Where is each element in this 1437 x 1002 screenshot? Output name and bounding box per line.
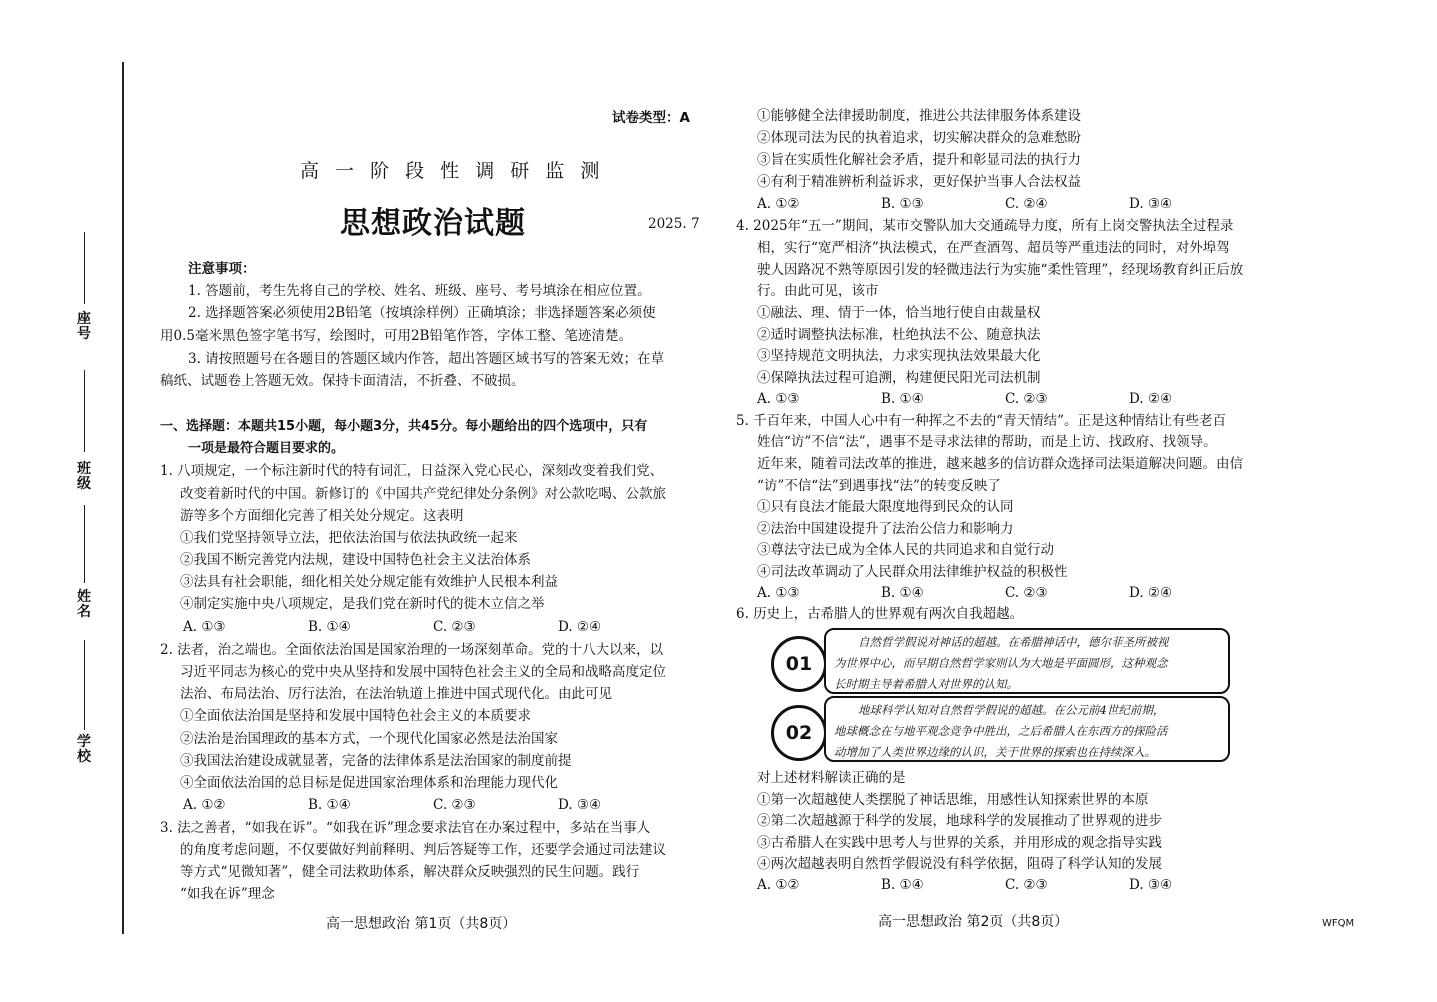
q4-stem-4: 行。由此可见，该市 [757, 283, 879, 299]
q6-statement-2: ②第二次超越源于科学的发展，地球科学的发展推动了世界观的进步 [757, 813, 1162, 829]
q2-statement-3: ③我国法治建设成就显著，完备的法律体系是法治国家的制度前提 [180, 753, 572, 769]
q5-statement-4: ④司法改革调动了人民群众用法律维护权益的积极性 [757, 564, 1068, 580]
page-title: 思想政治试题 [340, 206, 526, 241]
q5-statement-2: ②法治中国建设提升了法治公信力和影响力 [757, 521, 1014, 537]
box2-line-2: 地球概念在与地平观念竞争中胜出，之后希腊人在东西方的探险活 [834, 724, 1168, 738]
q4-statement-3: ③坚持规范文明执法，力求实现执法效果最大化 [757, 348, 1041, 364]
q2-statement-4: ④全面依法治国的总目标是促进国家治理体系和治理能力现代化 [180, 775, 558, 791]
q3-statement-4: ④有利于精准辨析利益诉求，更好保护当事人合法权益 [757, 174, 1081, 190]
q4-option-b[interactable]: B. ①④ [881, 391, 924, 407]
note-1: 1. 答题前，考生先将自己的学校、姓名、班级、座号、考号填涂在相应位置。 [188, 283, 651, 299]
q3-option-c[interactable]: C. ②④ [1005, 196, 1048, 212]
seat-blank [84, 232, 85, 304]
q2-stem-3: 法治、布局法治、厉行法治，在法治轨道上推进中国式现代化。由此可见 [180, 686, 612, 702]
q6-option-a[interactable]: A. ①② [757, 877, 800, 893]
q6-stem: 6. 历史上，古希腊人的世界观有两次自我超越。 [736, 606, 1024, 622]
q2-statement-2: ②法治是治国理政的基本方式，一个现代化国家必然是法治国家 [180, 731, 558, 747]
q5-statement-1: ①只有良法才能最大限度地得到民众的认同 [757, 499, 1014, 515]
name-blank [84, 505, 85, 583]
q5-option-a[interactable]: A. ①③ [757, 585, 800, 601]
section-heading-2: 一项是最符合题目要求的。 [188, 441, 345, 456]
note-2b: 用0.5毫米黑色签字笔书写，绘图时，可用2B铅笔作答，字体工整、笔迹清楚。 [160, 328, 632, 344]
q5-statement-3: ③尊法守法已成为全体人民的共同追求和自觉行动 [757, 542, 1054, 558]
q2-stem-1: 2. 法者，治之端也。全面依法治国是国家治理的一场深刻革命。党的十八大以来，以 [160, 642, 664, 658]
binding-line [122, 62, 124, 934]
box2-line-1: 地球科学认知对自然哲学假说的超越。在公元前4世纪前期， [858, 703, 1165, 717]
q3-stem-3: 等方式“见微知著”，健全司法救助体系，解决群众反映强烈的民生问题。践行 [180, 864, 640, 880]
q6-question: 对上述材料解读正确的是 [757, 770, 906, 786]
q3-statement-3: ③旨在实质性化解社会矛盾，提升和彰显司法的执行力 [757, 152, 1081, 168]
q4-stem-3: 驶人因路况不熟等原因引发的轻微违法行为实施“柔性管理”，经现场教育纠正后放 [757, 262, 1244, 278]
page-footer-2: 高一思想政治 第2页（共8页） [878, 914, 1069, 930]
side-label-seat: 座号 [77, 311, 91, 342]
q4-option-d[interactable]: D. ②④ [1129, 391, 1173, 407]
q6-statement-4: ④两次超越表明自然哲学假说没有科学依据，阻碍了科学认知的发展 [757, 856, 1162, 872]
q3-option-a[interactable]: A. ①② [757, 196, 800, 212]
q1-options [183, 617, 683, 638]
exam-subtitle: 高 一 阶 段 性 调 研 监 测 [300, 160, 605, 182]
q5-stem-2: 姓信“访”不信“法”，遇事不是寻求法律的帮助，而是上访、找政府、找领导。 [757, 434, 1217, 450]
class-blank [84, 370, 85, 452]
material-box-1 [824, 628, 1230, 694]
box1-line-3: 长时期主导着希腊人对世界的认知。 [834, 677, 1018, 691]
q4-statement-1: ①融法、理、情于一体，恰当地行使自由裁量权 [757, 305, 1041, 321]
side-label-school: 学校 [77, 734, 91, 765]
school-blank [84, 640, 85, 730]
q2-option-c[interactable]: C. ②③ [433, 797, 476, 813]
q6-options [757, 875, 1253, 896]
q1-stem-3: 游等多个方面细化完善了相关处分规定。这表明 [180, 508, 464, 524]
q5-stem-4: “访”不信“法”到遇事找“法”的转变反映了 [757, 478, 1001, 494]
note-3b: 稿纸、试题卷上答题无效。保持卡面清洁，不折叠、不破损。 [160, 373, 525, 389]
q4-stem-1: 4. 2025年“五一”期间，某市交警队加大交通疏导力度，所有上岗交警执法全过程录 [736, 218, 1234, 234]
note-2a: 2. 选择题答案必须使用2B铅笔（按填涂样例）正确填涂；非选择题答案必须使 [188, 305, 656, 321]
q3-statement-2: ②体现司法为民的执着追求，切实解决群众的急难愁盼 [757, 130, 1081, 146]
q6-option-c[interactable]: C. ②③ [1005, 877, 1048, 893]
page-code: WFQM [1322, 918, 1355, 929]
q4-statement-4: ④保障执法过程可追溯，构建便民阳光司法机制 [757, 370, 1041, 386]
q4-statement-2: ②适时调整执法标准，杜绝执法不公、随意执法 [757, 327, 1041, 343]
side-label-name: 姓名 [77, 589, 91, 620]
badge-02: 02 [771, 705, 827, 761]
q2-options [183, 795, 683, 816]
box1-line-1: 自然哲学假说对神话的超越。在希腊神话中，德尔菲圣所被视 [858, 635, 1169, 649]
q4-option-a[interactable]: A. ①③ [757, 391, 800, 407]
q1-statement-4: ④制定实施中央八项规定，是我们党在新时代的徙木立信之举 [180, 596, 545, 612]
q3-statement-1: ①能够健全法律援助制度，推进公共法律服务体系建设 [757, 108, 1081, 124]
q3-stem-2: 的角度考虑问题，不仅要做好判前释明、判后答疑等工作，还要学会通过司法建议 [180, 842, 666, 858]
q1-option-d[interactable]: D. ②④ [558, 619, 602, 635]
q1-stem-2: 改变着新时代的中国。新修订的《中国共产党纪律处分条例》对公款吃喝、公款旅 [180, 486, 666, 502]
q2-statement-1: ①全面依法治国是坚持和发展中国特色社会主义的本质要求 [180, 708, 531, 724]
q5-options [757, 583, 1253, 604]
q6-statement-3: ③古希腊人在实践中思考人与世界的关系，并用形成的观念指导实践 [757, 835, 1162, 851]
q2-option-b[interactable]: B. ①④ [308, 797, 351, 813]
q5-stem-1: 5. 千百年来，中国人心中有一种挥之不去的“青天情结”。正是这种情结让有些老百 [736, 413, 1226, 429]
q3-option-d[interactable]: D. ③④ [1129, 196, 1173, 212]
q1-statement-3: ③法具有社会职能，细化相关处分规定能有效维护人民根本利益 [180, 574, 558, 590]
q1-statement-2: ②我国不断完善党内法规，建设中国特色社会主义法治体系 [180, 552, 531, 568]
q2-option-a[interactable]: A. ①② [183, 797, 226, 813]
q3-stem-1: 3. 法之善者，“如我在诉”。“如我在诉”理念要求法官在办案过程中，多站在当事人 [160, 820, 651, 836]
material-box-2 [824, 696, 1230, 762]
q5-stem-3: 近年来，随着司法改革的推进，越来越多的信访群众选择司法渠道解决问题。由信 [757, 456, 1243, 472]
side-label-class: 班级 [77, 461, 91, 492]
paper-type: 试卷类型：A [612, 110, 690, 126]
q4-options [757, 389, 1253, 410]
section-heading-1: 一、选择题：本题共15小题，每小题3分，共45分。每小题给出的四个选项中，只有 [160, 419, 648, 434]
note-3a: 3. 请按照题号在各题目的答题区域内作答，超出答题区域书写的答案无效；在草 [188, 351, 665, 367]
q3-option-b[interactable]: B. ①③ [881, 196, 924, 212]
page-footer-1: 高一思想政治 第1页（共8页） [326, 916, 517, 932]
q1-statement-1: ①我们党坚持领导立法，把依法治国与依法执政统一起来 [180, 530, 518, 546]
box2-line-3: 动增加了人类世界边缘的认识，关于世界的探索也在持续深入。 [834, 745, 1156, 759]
q1-option-a[interactable]: A. ①③ [183, 619, 226, 635]
box1-line-2: 为世界中心，而早期自然哲学家则认为大地是平面圆形，这种观念 [834, 656, 1168, 670]
notes-heading: 注意事项： [188, 261, 256, 277]
q5-option-c[interactable]: C. ②③ [1005, 585, 1048, 601]
q2-stem-2: 习近平同志为核心的党中央从坚持和发展中国特色社会主义的全局和战略高度定位 [180, 664, 666, 680]
q3-stem-4: “如我在诉”理念 [180, 886, 275, 902]
q5-option-d[interactable]: D. ②④ [1129, 585, 1173, 601]
q1-option-c[interactable]: C. ②③ [433, 619, 476, 635]
q1-stem-1: 1. 八项规定，一个标注新时代的特有词汇，日益深入党心民心，深刻改变着我们党、 [160, 463, 664, 479]
q6-statement-1: ①第一次超越使人类摆脱了神话思维，用感性认知探索世界的本原 [757, 792, 1149, 808]
q1-option-b[interactable]: B. ①④ [308, 619, 351, 635]
q4-option-c[interactable]: C. ②③ [1005, 391, 1048, 407]
badge-01: 01 [771, 636, 827, 692]
q3-options [757, 194, 1253, 215]
q5-option-b[interactable]: B. ①④ [881, 585, 924, 601]
q4-stem-2: 相，实行“宽严相济”执法模式，在严查酒驾、超员等严重违法的同时，对外埠驾 [757, 240, 1230, 256]
q6-option-b[interactable]: B. ①④ [881, 877, 924, 893]
q2-option-d[interactable]: D. ③④ [558, 797, 602, 813]
q6-option-d[interactable]: D. ③④ [1129, 877, 1173, 893]
exam-date: 2025. 7 [648, 216, 700, 232]
